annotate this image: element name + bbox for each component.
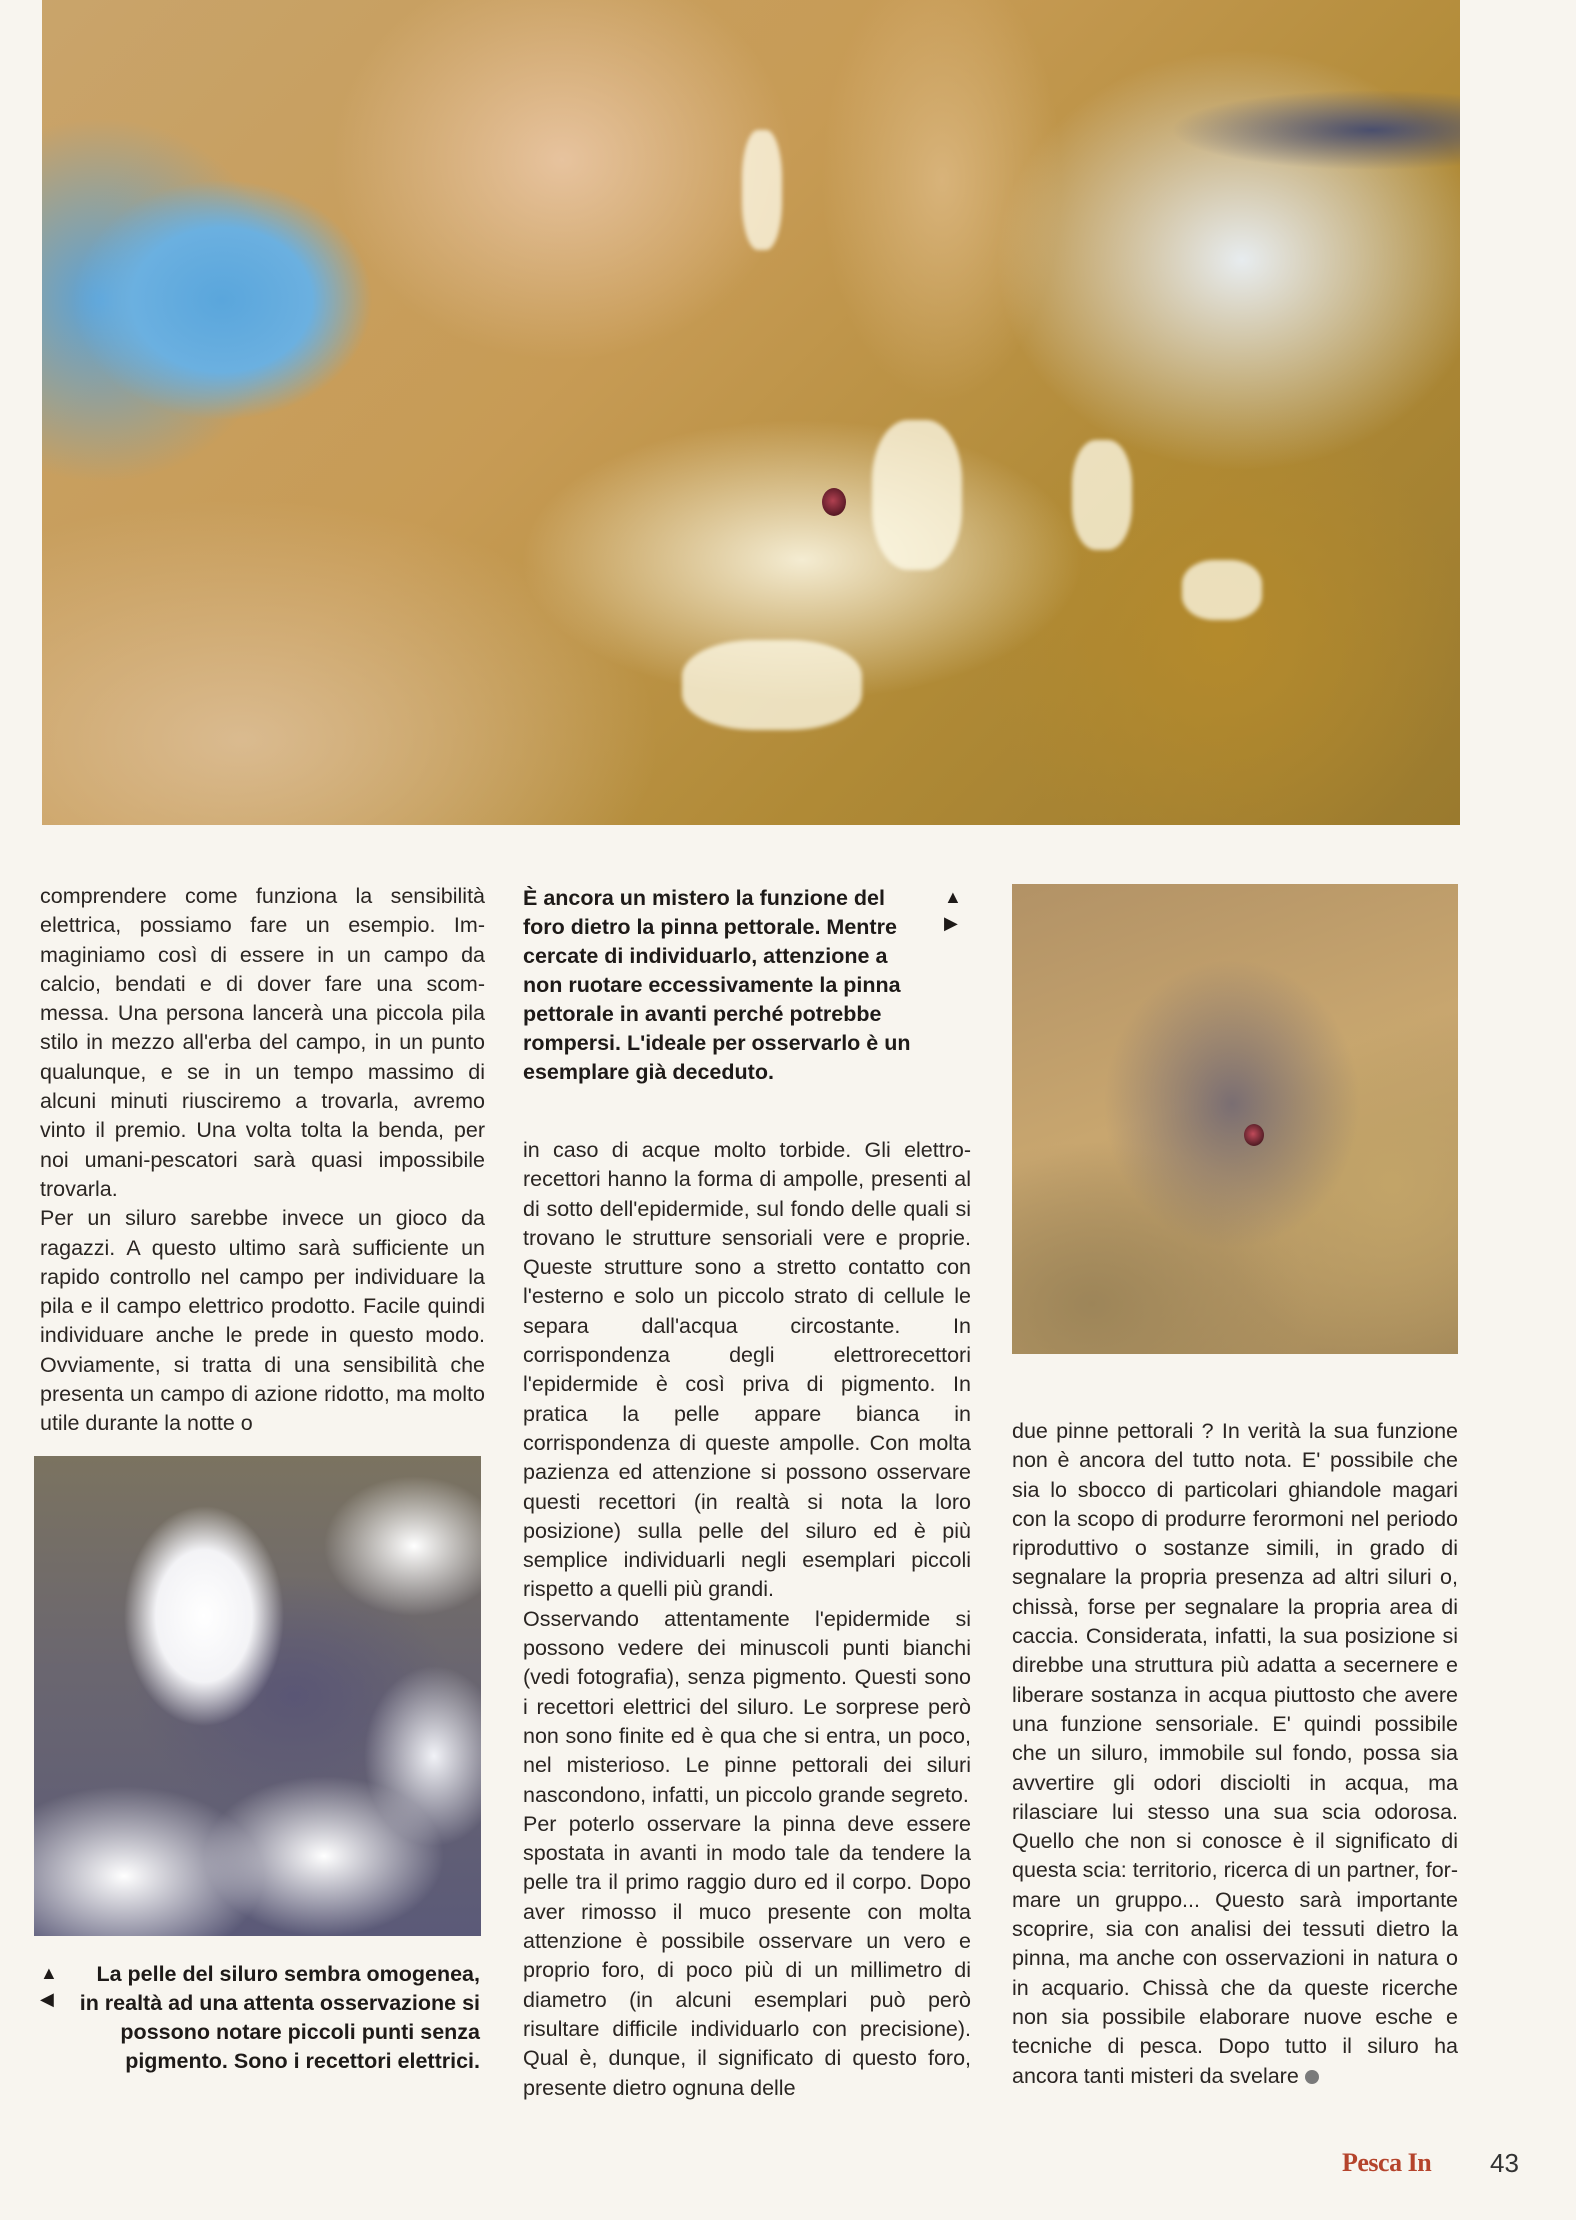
col3-paragraph-1	[1012, 1417, 1458, 2091]
arrow-left-icon: ◀	[40, 1989, 54, 2009]
pore-detail	[1244, 1124, 1264, 1146]
hero-photo-catfish-skin	[42, 0, 1460, 825]
col1-paragraph-1: comprendere come funziona la sensibilità elettrica, possiamo fare un esempio. Immaginiamo così di essere in un campo da calcio, bendati e di dover fare una scommessa. Una persona lancerà una piccola pila stilo in mezzo all'erba del campo, in un punto qualunque, e se in un tempo massimo di alcuni minuti riusciremo a trovarla, avremo vinto il premio. Una volta tolta la benda, per noi umani-pescatori sarà quasi impossibile trovarla.	[40, 884, 485, 1201]
arrow-up-icon: ▲	[944, 887, 962, 907]
col2-paragraph-2: Osservando attentamente l'epidermide si possono vedere dei minuscoli punti bianchi (vedi fotografia), senza pigmento. Questi sono i recettori elettrici del siluro. Le sorprese però non sono finite ed è qua che si entra, un poco, nel misterioso. Le pinne pettorali dei siluri nascondono, infatti, un piccolo grande segreto.	[523, 1606, 971, 1807]
magazine-brand: Pesca In	[1342, 2148, 1432, 2177]
col2-paragraph-3: Per poterlo osservare la pinna deve essere spostata in avanti in modo tale da tendere la pelle tra il primo raggio duro ed il corpo. Dopo aver rimosso il muco presente con molta attenzione è possibile osservare un vero e proprio foro, di poco più di un millimetro di diametro (in alcuni esemplari può però risultare difficile individuarlo con precisione). Qual è, dunque, il significato di questo foro, presente dietro ognuna delle	[523, 1811, 971, 2100]
column-1	[40, 882, 485, 1439]
col3-paragraph-1-text: due pinne pettorali ? In verità la sua funzione non è ancora del tutto nota. E' possibile che sia lo sbocco di particolari ghiandole magari con la scopo di produrre ferormoni nel periodo riproduttivo o sostanze simili, in grado di segnalare la propria presenza ad altri siluri o, chissà, forse per segnalare la propria area di caccia. Considerata, infatti, la sua posizione si direbbe una struttura più adatta a secernere e liberare sostanza in acqua piuttosto che avere una funzione sensoriale. E' quindi possibile che un siluro, immobile sul fondo, possa sia avvertire gli odori disciolti in acqua, ma rilasciare lui stesso una sua scia odorosa. Quello che non si conosce è il significato di questa scia: territorio, ricerca di un partner, formare un gruppo... Questo sarà importante scoprire, sia con analisi dei tessuti dietro la pinna, ma anche con osservazioni in natura o in acquario. Chissà che da queste ricerche non sia possibile elaborare nuove esche e tecniche di pesca. Dopo tutto il siluro ha ancora tanti misteri da svelare	[1012, 1419, 1458, 2088]
photo-pore-detail	[1012, 884, 1458, 1354]
column-3	[1012, 1417, 1458, 2091]
caption-top	[523, 884, 918, 1087]
column-2	[523, 1136, 971, 2103]
col2-paragraph-1: in caso di acque molto torbide. Gli elettrorecettori hanno la forma di ampolle, presenti al di sotto dell'epidermide, sul fondo delle quali si trovano le strutture sensoriali vere e proprie. Queste strutture sono a stretto contatto con l'esterno e solo un piccolo strato di cellule le separa dall'acqua circostante. In corrispondenza degli elettrorecettori l'epidermide è così priva di pigmento. In pratica la pelle appare bianca in corrispondenza di queste ampolle. Con molta pazienza ed attenzione si possono osservare questi recettori (in realtà si nota la loro posizione) sulla pelle del siluro ed è più semplice individuarli negli esemplari piccoli rispetto a quelli più grandi.	[523, 1138, 971, 1602]
photo-skin-receptors	[34, 1456, 481, 1936]
arrow-right-icon: ▶	[944, 913, 958, 933]
caption-bottom	[74, 1960, 480, 2076]
pectoral-pore	[822, 488, 846, 516]
caption-bottom-text: La pelle del siluro sembra omogenea, in realtà ad una attenta osservazione si possono notare piccoli punti senza pigmento. Sono i recettori elettrici.	[79, 1962, 480, 2073]
caption-top-arrows	[944, 886, 962, 934]
caption-bottom-arrows	[40, 1962, 58, 2010]
end-mark-icon	[1305, 2070, 1319, 2084]
col1-paragraph-2: Per un siluro sarebbe invece un gioco da ragazzi. A questo ultimo sarà sufficiente un rapido controllo nel campo per individuare la pila e il campo elettrico prodotto. Facile quindi individuare anche le prede in questo modo. Ovviamente, si tratta di una sensibilità che presenta un campo di azione ridotto, ma molto utile durante la notte o	[40, 1206, 485, 1436]
caption-top-text: È ancora un mistero la funzione del foro dietro la pinna pettorale. Mentre cercate di individuarlo, attenzione a non ruotare eccessivamente la pinna pettorale in avanti perché potrebbe rompersi. L'ideale per osservarlo è un esemplare già deceduto.	[523, 886, 911, 1084]
page-number: 43	[1490, 2148, 1519, 2178]
arrow-up-icon: ▲	[40, 1963, 58, 1983]
